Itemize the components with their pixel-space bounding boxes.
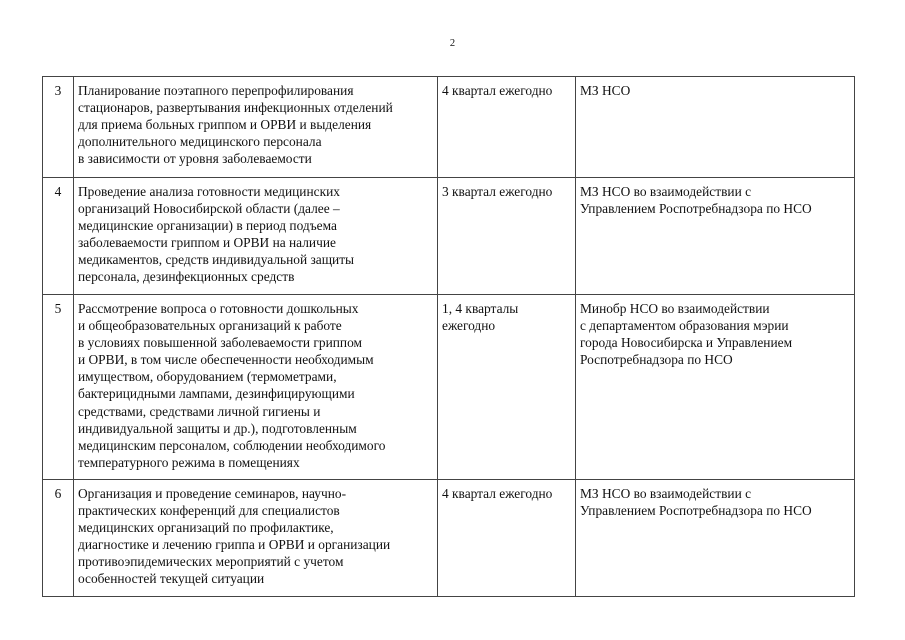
- table-row: [43, 295, 855, 480]
- table-row: [43, 178, 855, 295]
- row-number-cell: 3: [43, 77, 74, 178]
- activity-cell: Рассмотрение вопроса о готовности дошкольных и общеобразовательных организаций к работе в условиях повышенной заболеваемости гриппом и ОРВИ, в том числе обеспеченности необходимым имуществом, оборудованием (термометрами, бактерицидными лампами, дезинфицирующими средствами, средствами личной гигиены и индивидуальной защиты и др.), подготовленным медицинским персоналом, соблюдении необходимого температурного режима в помещениях: [74, 295, 438, 480]
- deadline-cell: 3 квартал ежегодно: [438, 178, 576, 295]
- activity-cell: Проведение анализа готовности медицинских организаций Новосибирской области (далее – медицинские организации) в период подъема заболеваемости гриппом и ОРВИ на наличие медикаментов, средств индивидуальной защиты персонала, дезинфекционных средств: [74, 178, 438, 295]
- table-row: [43, 77, 855, 178]
- deadline-cell: 1, 4 кварталы ежегодно: [438, 295, 576, 480]
- responsible-cell: МЗ НСО во взаимодействии с Управлением Роспотребнадзора по НСО: [576, 178, 855, 295]
- row-number-cell: 4: [43, 178, 74, 295]
- responsible-cell: МЗ НСО: [576, 77, 855, 178]
- deadline-cell: 4 квартал ежегодно: [438, 480, 576, 597]
- activity-cell: Организация и проведение семинаров, научно- практических конференций для специалистов медицинских организаций по профилактике, диагностике и лечению гриппа и ОРВИ и организации противоэпидемических мероприятий с учетом особенностей текущей ситуации: [74, 480, 438, 597]
- activity-cell: Планирование поэтапного перепрофилирования стационаров, развертывания инфекционных отделений для приема больных гриппом и ОРВИ и выделения дополнительного медицинского персонала в зависимости от уровня заболеваемости: [74, 77, 438, 178]
- deadline-cell: 4 квартал ежегодно: [438, 77, 576, 178]
- page-number: 2: [449, 38, 456, 49]
- row-number-cell: 6: [43, 480, 74, 597]
- measures-table: [42, 76, 855, 597]
- row-number-cell: 5: [43, 295, 74, 480]
- table-row: [43, 480, 855, 597]
- responsible-cell: Минобр НСО во взаимодействии с департаментом образования мэрии города Новосибирска и Управлением Роспотребнадзора по НСО: [576, 295, 855, 480]
- responsible-cell: МЗ НСО во взаимодействии с Управлением Роспотребнадзора по НСО: [576, 480, 855, 597]
